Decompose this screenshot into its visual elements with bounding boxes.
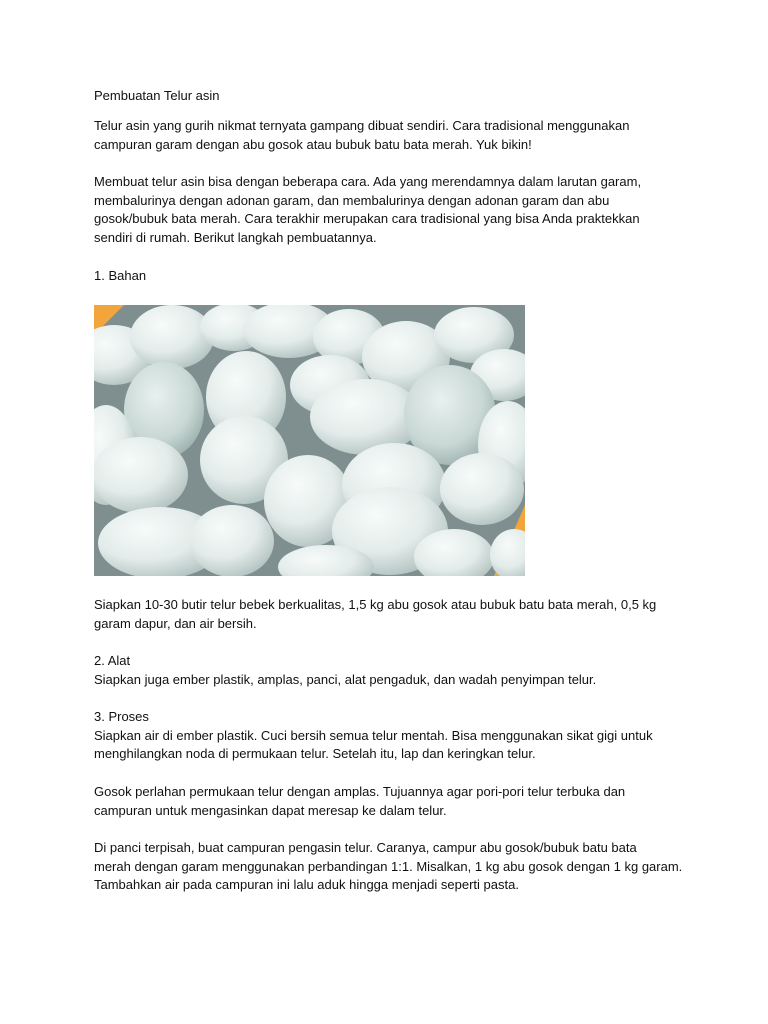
text-line: Gosok perlahan permukaan telur dengan amplas. Tujuannya agar pori-pori telur terbuka dan <box>94 784 626 799</box>
text-line: Tambahkan air pada campuran ini lalu aduk hingga menjadi seperti pasta. <box>94 877 519 893</box>
bahan-text <box>94 596 694 633</box>
text-line: merah dengan garam menggunakan perbandingan 1:1. Misalkan, 1 kg abu gosok dengan 1 kg garam. <box>94 858 683 874</box>
proses-paragraph-2 <box>94 783 694 820</box>
bahan-heading: 1. Bahan <box>94 268 147 283</box>
proses-heading: 3. Proses <box>94 709 149 724</box>
eggs-illustration <box>94 305 525 576</box>
proses-section <box>94 708 694 764</box>
text-line: Membuat telur asin bisa dengan beberapa cara. Ada yang merendamnya dalam larutan garam, <box>94 174 642 189</box>
text-line: Siapkan air di ember plastik. Cuci bersih semua telur mentah. Bisa menggunakan sikat gigi untuk <box>94 727 653 743</box>
alat-heading: 2. Alat <box>94 653 131 668</box>
text-line: menghilangkan noda di permukaan telur. Setelah itu, lap dan keringkan telur. <box>94 746 536 762</box>
proses-paragraph-3 <box>94 839 694 895</box>
text-line: Siapkan 10-30 butir telur bebek berkualitas, 1,5 kg abu gosok atau bubuk batu bata merah, 0,5 kg <box>94 597 657 612</box>
text-line: campuran untuk mengasinkan dapat meresap ke dalam telur. <box>94 802 447 818</box>
text-line: gosok/bubuk bata merah. Cara terakhir merupakan cara tradisional yang bisa Anda praktekkan <box>94 211 640 227</box>
alat-section <box>94 652 694 689</box>
text-line: membalurinya dengan adonan garam, dan membalurinya dengan adonan garam dan abu <box>94 192 610 208</box>
text-line: campuran garam dengan abu gosok atau bubuk batu bata merah. Yuk bikin! <box>94 136 532 152</box>
text-line: Di panci terpisah, buat campuran pengasin telur. Caranya, campur abu gosok/bubuk batu bata <box>94 840 637 855</box>
text-line: sendiri di rumah. Berikut langkah pembuatannya. <box>94 229 377 245</box>
text-line: garam dapur, dan air bersih. <box>94 615 257 631</box>
document-title: Pembuatan Telur asin <box>94 88 220 103</box>
intro-paragraph <box>94 117 694 154</box>
text-line: Siapkan juga ember plastik, amplas, panci, alat pengaduk, dan wadah penyimpan telur. <box>94 671 597 687</box>
overview-paragraph <box>94 173 694 247</box>
text-line: Telur asin yang gurih nikmat ternyata gampang dibuat sendiri. Cara tradisional menggunakan <box>94 118 630 133</box>
salted-eggs-photo <box>94 305 525 576</box>
